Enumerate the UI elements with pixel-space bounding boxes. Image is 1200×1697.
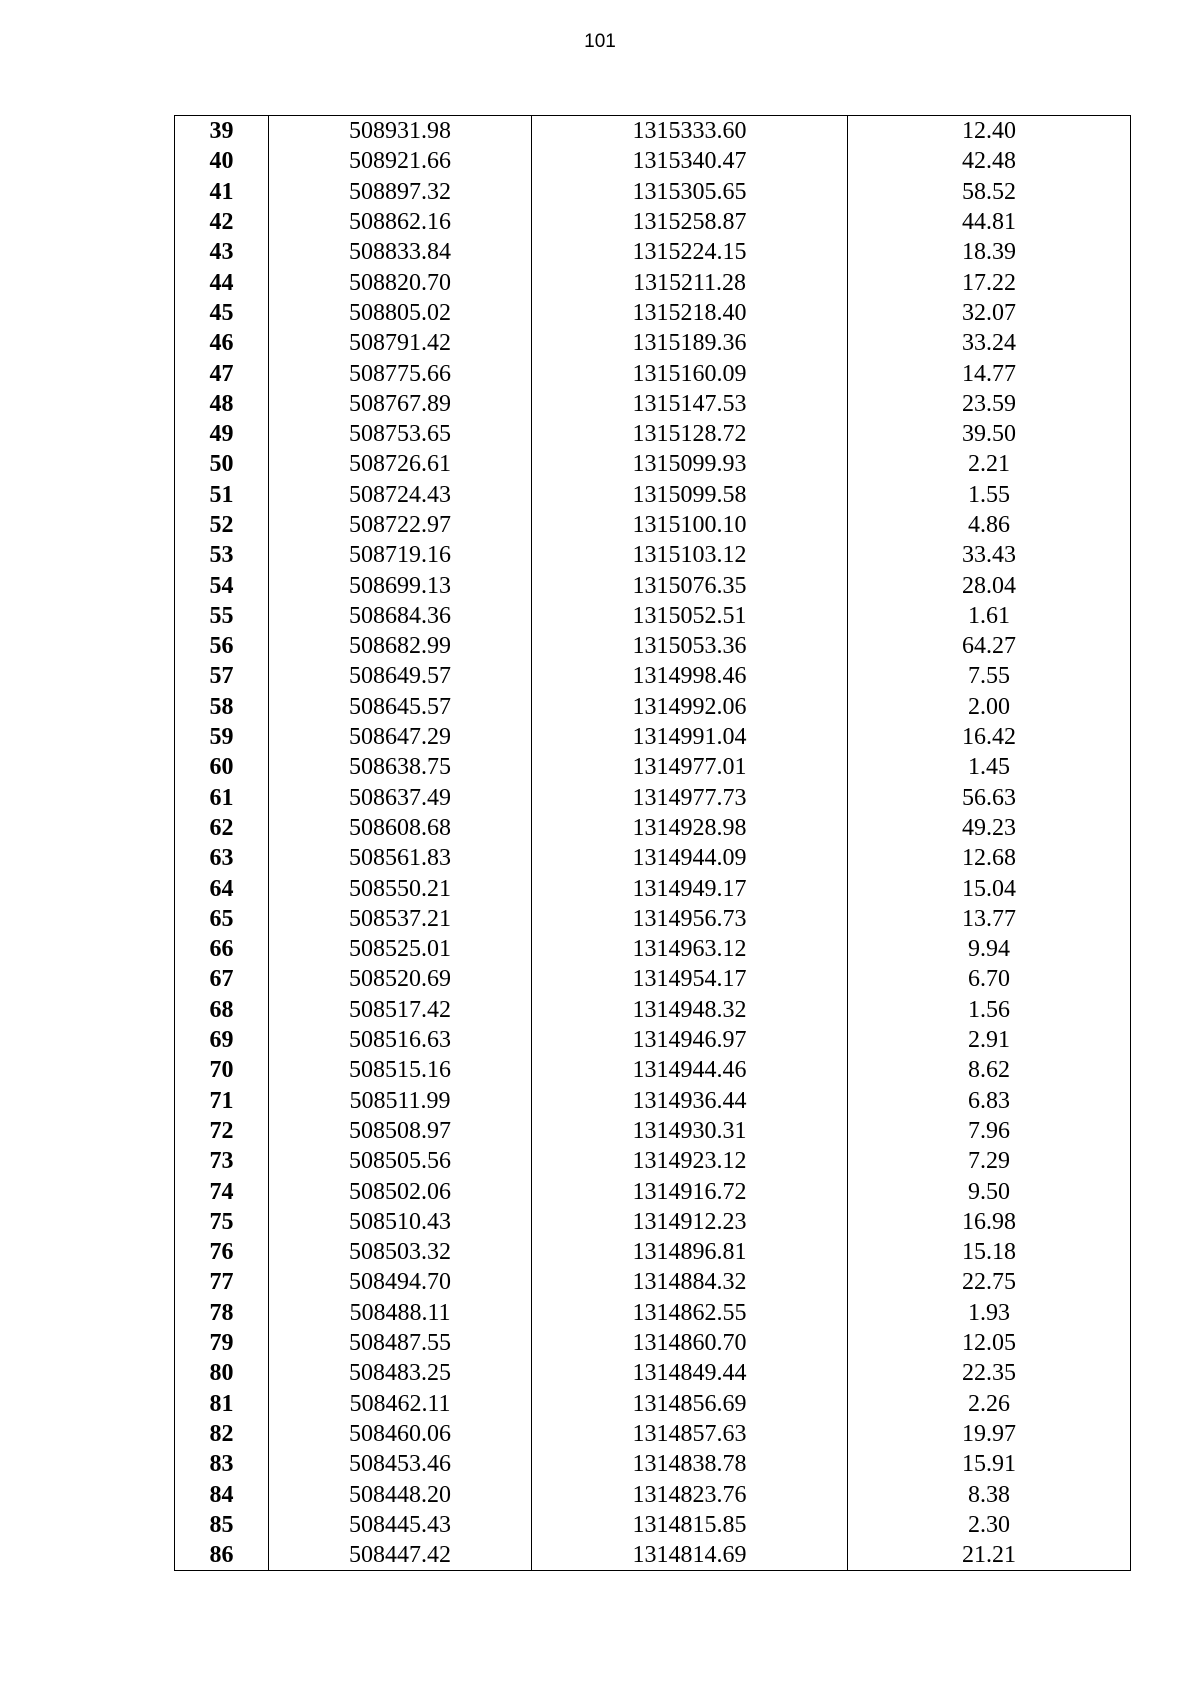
point-number-cell: 48: [175, 389, 269, 419]
y-coordinate-cell: 1314857.63: [532, 1419, 848, 1449]
point-number-cell: 45: [175, 298, 269, 328]
x-coordinate-cell: 508833.84: [269, 237, 532, 267]
distance-cell: 33.43: [848, 540, 1131, 570]
x-coordinate-cell: 508608.68: [269, 813, 532, 843]
page-number: 101: [584, 31, 616, 52]
x-coordinate-cell: 508638.75: [269, 752, 532, 782]
table-row: [175, 1116, 1131, 1146]
distance-cell: 22.35: [848, 1358, 1131, 1388]
distance-cell: 2.91: [848, 1025, 1131, 1055]
y-coordinate-cell: 1315099.58: [532, 480, 848, 510]
distance-cell: 7.96: [848, 1116, 1131, 1146]
table-row: [175, 1207, 1131, 1237]
table-row: [175, 1025, 1131, 1055]
x-coordinate-cell: 508460.06: [269, 1419, 532, 1449]
x-coordinate-cell: 508503.32: [269, 1237, 532, 1267]
x-coordinate-cell: 508561.83: [269, 843, 532, 873]
table-row: [175, 1358, 1131, 1388]
x-coordinate-cell: 508502.06: [269, 1176, 532, 1206]
x-coordinate-cell: 508510.43: [269, 1207, 532, 1237]
x-coordinate-cell: 508462.11: [269, 1388, 532, 1418]
y-coordinate-cell: 1314954.17: [532, 964, 848, 994]
x-coordinate-cell: 508637.49: [269, 783, 532, 813]
table-row: [175, 389, 1131, 419]
distance-cell: 1.93: [848, 1298, 1131, 1328]
point-number-cell: 54: [175, 570, 269, 600]
table-row: [175, 783, 1131, 813]
y-coordinate-cell: 1314923.12: [532, 1146, 848, 1176]
distance-cell: 15.91: [848, 1449, 1131, 1479]
table-row: [175, 1298, 1131, 1328]
distance-cell: 56.63: [848, 783, 1131, 813]
table-row: [175, 1176, 1131, 1206]
table-row: [175, 570, 1131, 600]
distance-cell: 2.00: [848, 692, 1131, 722]
point-number-cell: 59: [175, 722, 269, 752]
x-coordinate-cell: 508682.99: [269, 631, 532, 661]
distance-cell: 15.04: [848, 873, 1131, 903]
table-row: [175, 1510, 1131, 1540]
distance-cell: 2.21: [848, 449, 1131, 479]
point-number-cell: 42: [175, 207, 269, 237]
y-coordinate-cell: 1314912.23: [532, 1207, 848, 1237]
point-number-cell: 81: [175, 1388, 269, 1418]
y-coordinate-cell: 1314838.78: [532, 1449, 848, 1479]
point-number-cell: 74: [175, 1176, 269, 1206]
y-coordinate-cell: 1315128.72: [532, 419, 848, 449]
table-row: [175, 601, 1131, 631]
distance-cell: 16.42: [848, 722, 1131, 752]
point-number-cell: 47: [175, 358, 269, 388]
table-row: [175, 722, 1131, 752]
point-number-cell: 61: [175, 783, 269, 813]
x-coordinate-cell: 508722.97: [269, 510, 532, 540]
y-coordinate-cell: 1314956.73: [532, 904, 848, 934]
y-coordinate-cell: 1314977.01: [532, 752, 848, 782]
x-coordinate-cell: 508494.70: [269, 1267, 532, 1297]
table-row: [175, 1146, 1131, 1176]
y-coordinate-cell: 1314930.31: [532, 1116, 848, 1146]
point-number-cell: 57: [175, 661, 269, 691]
table-row: [175, 995, 1131, 1025]
x-coordinate-cell: 508719.16: [269, 540, 532, 570]
y-coordinate-cell: 1314916.72: [532, 1176, 848, 1206]
x-coordinate-cell: 508505.56: [269, 1146, 532, 1176]
x-coordinate-cell: 508767.89: [269, 389, 532, 419]
distance-cell: 39.50: [848, 419, 1131, 449]
distance-cell: 12.40: [848, 116, 1131, 147]
x-coordinate-cell: 508508.97: [269, 1116, 532, 1146]
y-coordinate-cell: 1314963.12: [532, 934, 848, 964]
y-coordinate-cell: 1315218.40: [532, 298, 848, 328]
table-row: [175, 146, 1131, 176]
x-coordinate-cell: 508726.61: [269, 449, 532, 479]
x-coordinate-cell: 508483.25: [269, 1358, 532, 1388]
table-row: [175, 419, 1131, 449]
table-row: [175, 692, 1131, 722]
point-number-cell: 56: [175, 631, 269, 661]
x-coordinate-cell: 508511.99: [269, 1086, 532, 1116]
table-row: [175, 752, 1131, 782]
distance-cell: 2.30: [848, 1510, 1131, 1540]
point-number-cell: 85: [175, 1510, 269, 1540]
point-number-cell: 58: [175, 692, 269, 722]
x-coordinate-cell: 508520.69: [269, 964, 532, 994]
y-coordinate-cell: 1315052.51: [532, 601, 848, 631]
point-number-cell: 68: [175, 995, 269, 1025]
x-coordinate-cell: 508516.63: [269, 1025, 532, 1055]
coordinates-table: [174, 115, 1131, 1571]
distance-cell: 32.07: [848, 298, 1131, 328]
y-coordinate-cell: 1314814.69: [532, 1540, 848, 1571]
y-coordinate-cell: 1315099.93: [532, 449, 848, 479]
point-number-cell: 80: [175, 1358, 269, 1388]
x-coordinate-cell: 508931.98: [269, 116, 532, 147]
table-row: [175, 480, 1131, 510]
y-coordinate-cell: 1314815.85: [532, 1510, 848, 1540]
x-coordinate-cell: 508517.42: [269, 995, 532, 1025]
table-row: [175, 1419, 1131, 1449]
distance-cell: 9.50: [848, 1176, 1131, 1206]
y-coordinate-cell: 1314856.69: [532, 1388, 848, 1418]
point-number-cell: 67: [175, 964, 269, 994]
point-number-cell: 43: [175, 237, 269, 267]
distance-cell: 1.45: [848, 752, 1131, 782]
distance-cell: 33.24: [848, 328, 1131, 358]
y-coordinate-cell: 1314992.06: [532, 692, 848, 722]
table-row: [175, 1237, 1131, 1267]
coordinates-table-body: [175, 116, 1131, 1571]
distance-cell: 18.39: [848, 237, 1131, 267]
y-coordinate-cell: 1314977.73: [532, 783, 848, 813]
point-number-cell: 63: [175, 843, 269, 873]
point-number-cell: 83: [175, 1449, 269, 1479]
x-coordinate-cell: 508515.16: [269, 1055, 532, 1085]
table-row: [175, 813, 1131, 843]
distance-cell: 1.56: [848, 995, 1131, 1025]
y-coordinate-cell: 1314944.09: [532, 843, 848, 873]
table-row: [175, 1449, 1131, 1479]
x-coordinate-cell: 508525.01: [269, 934, 532, 964]
x-coordinate-cell: 508805.02: [269, 298, 532, 328]
table-row: [175, 328, 1131, 358]
distance-cell: 42.48: [848, 146, 1131, 176]
table-row: [175, 116, 1131, 147]
y-coordinate-cell: 1314944.46: [532, 1055, 848, 1085]
y-coordinate-cell: 1315305.65: [532, 177, 848, 207]
point-number-cell: 50: [175, 449, 269, 479]
distance-cell: 9.94: [848, 934, 1131, 964]
distance-cell: 2.26: [848, 1388, 1131, 1418]
distance-cell: 1.61: [848, 601, 1131, 631]
point-number-cell: 65: [175, 904, 269, 934]
table-row: [175, 1388, 1131, 1418]
distance-cell: 8.62: [848, 1055, 1131, 1085]
x-coordinate-cell: 508453.46: [269, 1449, 532, 1479]
distance-cell: 7.55: [848, 661, 1131, 691]
x-coordinate-cell: 508537.21: [269, 904, 532, 934]
y-coordinate-cell: 1315160.09: [532, 358, 848, 388]
table-row: [175, 1479, 1131, 1509]
distance-cell: 6.83: [848, 1086, 1131, 1116]
x-coordinate-cell: 508791.42: [269, 328, 532, 358]
point-number-cell: 44: [175, 267, 269, 297]
distance-cell: 8.38: [848, 1479, 1131, 1509]
point-number-cell: 78: [175, 1298, 269, 1328]
table-row: [175, 661, 1131, 691]
table-row: [175, 207, 1131, 237]
point-number-cell: 64: [175, 873, 269, 903]
point-number-cell: 40: [175, 146, 269, 176]
point-number-cell: 52: [175, 510, 269, 540]
x-coordinate-cell: 508753.65: [269, 419, 532, 449]
y-coordinate-cell: 1314849.44: [532, 1358, 848, 1388]
x-coordinate-cell: 508820.70: [269, 267, 532, 297]
point-number-cell: 49: [175, 419, 269, 449]
y-coordinate-cell: 1315224.15: [532, 237, 848, 267]
y-coordinate-cell: 1314884.32: [532, 1267, 848, 1297]
y-coordinate-cell: 1314896.81: [532, 1237, 848, 1267]
distance-cell: 49.23: [848, 813, 1131, 843]
x-coordinate-cell: 508775.66: [269, 358, 532, 388]
x-coordinate-cell: 508647.29: [269, 722, 532, 752]
table-row: [175, 510, 1131, 540]
x-coordinate-cell: 508550.21: [269, 873, 532, 903]
point-number-cell: 72: [175, 1116, 269, 1146]
point-number-cell: 53: [175, 540, 269, 570]
point-number-cell: 60: [175, 752, 269, 782]
point-number-cell: 73: [175, 1146, 269, 1176]
point-number-cell: 51: [175, 480, 269, 510]
table-row: [175, 873, 1131, 903]
x-coordinate-cell: 508897.32: [269, 177, 532, 207]
x-coordinate-cell: 508645.57: [269, 692, 532, 722]
distance-cell: 15.18: [848, 1237, 1131, 1267]
x-coordinate-cell: 508447.42: [269, 1540, 532, 1571]
y-coordinate-cell: 1315076.35: [532, 570, 848, 600]
table-row: [175, 1086, 1131, 1116]
distance-cell: 16.98: [848, 1207, 1131, 1237]
y-coordinate-cell: 1315211.28: [532, 267, 848, 297]
x-coordinate-cell: 508724.43: [269, 480, 532, 510]
point-number-cell: 70: [175, 1055, 269, 1085]
table-row: [175, 1055, 1131, 1085]
x-coordinate-cell: 508448.20: [269, 1479, 532, 1509]
distance-cell: 44.81: [848, 207, 1131, 237]
table-row: [175, 964, 1131, 994]
point-number-cell: 55: [175, 601, 269, 631]
x-coordinate-cell: 508488.11: [269, 1298, 532, 1328]
y-coordinate-cell: 1314860.70: [532, 1328, 848, 1358]
y-coordinate-cell: 1314928.98: [532, 813, 848, 843]
table-row: [175, 177, 1131, 207]
table-row: [175, 298, 1131, 328]
point-number-cell: 41: [175, 177, 269, 207]
point-number-cell: 86: [175, 1540, 269, 1571]
distance-cell: 64.27: [848, 631, 1131, 661]
distance-cell: 13.77: [848, 904, 1131, 934]
distance-cell: 4.86: [848, 510, 1131, 540]
x-coordinate-cell: 508862.16: [269, 207, 532, 237]
distance-cell: 23.59: [848, 389, 1131, 419]
point-number-cell: 84: [175, 1479, 269, 1509]
point-number-cell: 62: [175, 813, 269, 843]
y-coordinate-cell: 1315333.60: [532, 116, 848, 147]
table-row: [175, 540, 1131, 570]
distance-cell: 12.68: [848, 843, 1131, 873]
y-coordinate-cell: 1315258.87: [532, 207, 848, 237]
y-coordinate-cell: 1315340.47: [532, 146, 848, 176]
x-coordinate-cell: 508445.43: [269, 1510, 532, 1540]
table-row: [175, 449, 1131, 479]
y-coordinate-cell: 1314946.97: [532, 1025, 848, 1055]
x-coordinate-cell: 508921.66: [269, 146, 532, 176]
table-row: [175, 1540, 1131, 1571]
x-coordinate-cell: 508699.13: [269, 570, 532, 600]
table-row: [175, 267, 1131, 297]
distance-cell: 19.97: [848, 1419, 1131, 1449]
distance-cell: 17.22: [848, 267, 1131, 297]
distance-cell: 28.04: [848, 570, 1131, 600]
y-coordinate-cell: 1315053.36: [532, 631, 848, 661]
point-number-cell: 66: [175, 934, 269, 964]
table-row: [175, 1267, 1131, 1297]
point-number-cell: 82: [175, 1419, 269, 1449]
x-coordinate-cell: 508684.36: [269, 601, 532, 631]
y-coordinate-cell: 1315147.53: [532, 389, 848, 419]
x-coordinate-cell: 508487.55: [269, 1328, 532, 1358]
distance-cell: 22.75: [848, 1267, 1131, 1297]
table-row: [175, 934, 1131, 964]
y-coordinate-cell: 1315189.36: [532, 328, 848, 358]
y-coordinate-cell: 1314949.17: [532, 873, 848, 903]
table-row: [175, 904, 1131, 934]
distance-cell: 7.29: [848, 1146, 1131, 1176]
distance-cell: 12.05: [848, 1328, 1131, 1358]
point-number-cell: 46: [175, 328, 269, 358]
point-number-cell: 79: [175, 1328, 269, 1358]
point-number-cell: 69: [175, 1025, 269, 1055]
distance-cell: 14.77: [848, 358, 1131, 388]
distance-cell: 21.21: [848, 1540, 1131, 1571]
y-coordinate-cell: 1314991.04: [532, 722, 848, 752]
point-number-cell: 39: [175, 116, 269, 147]
point-number-cell: 77: [175, 1267, 269, 1297]
y-coordinate-cell: 1314862.55: [532, 1298, 848, 1328]
y-coordinate-cell: 1314936.44: [532, 1086, 848, 1116]
y-coordinate-cell: 1315103.12: [532, 540, 848, 570]
x-coordinate-cell: 508649.57: [269, 661, 532, 691]
point-number-cell: 76: [175, 1237, 269, 1267]
distance-cell: 58.52: [848, 177, 1131, 207]
table-row: [175, 631, 1131, 661]
distance-cell: 6.70: [848, 964, 1131, 994]
table-row: [175, 237, 1131, 267]
table-row: [175, 843, 1131, 873]
point-number-cell: 75: [175, 1207, 269, 1237]
y-coordinate-cell: 1314998.46: [532, 661, 848, 691]
y-coordinate-cell: 1314823.76: [532, 1479, 848, 1509]
point-number-cell: 71: [175, 1086, 269, 1116]
y-coordinate-cell: 1314948.32: [532, 995, 848, 1025]
distance-cell: 1.55: [848, 480, 1131, 510]
table-row: [175, 358, 1131, 388]
y-coordinate-cell: 1315100.10: [532, 510, 848, 540]
table-row: [175, 1328, 1131, 1358]
